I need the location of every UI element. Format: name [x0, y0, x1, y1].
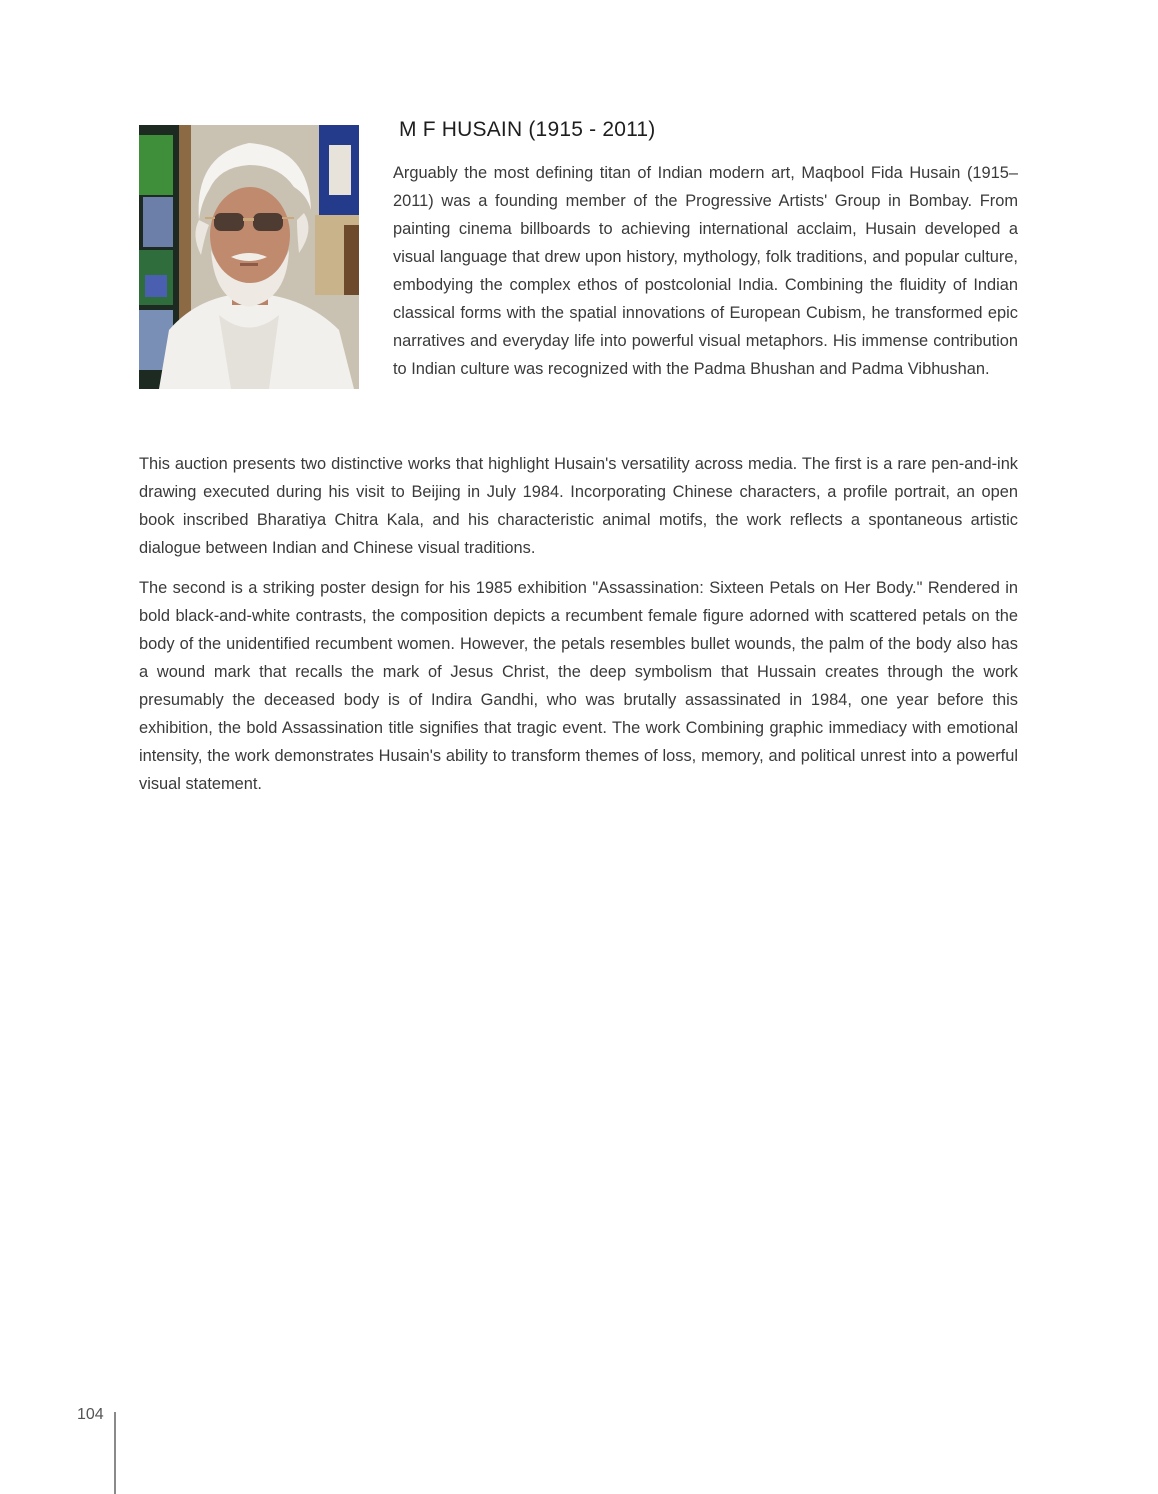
body-paragraph-first-work: This auction presents two distinctive works that highlight Husain's versatility across media. The first is a rare pen-and-ink drawing executed during his visit to Beijing in July 1984. Incorporating Chinese characters, a profile portrait, an open book inscribed Bharatiya Chitra Kala, and his characteristic animal motifs, the work reflects a spontaneous artistic dialogue between Indian and Chinese visual traditions. — [139, 455, 1018, 557]
page-title: M F HUSAIN (1915 - 2011) — [399, 118, 656, 141]
artist-biography: Arguably the most defining titan of Indian modern art, Maqbool Fida Husain (1915–2011) was a founding member of the Progressive Artists' Group in Bombay. From painting cinema billboards to achieving international acclaim, Husain developed a visual language that drew upon history, mythology, folk traditions, and popular culture, embodying the complex ethos of postcolonial India. Combining the fluidity of Indian classical forms with the spatial innovations of European Cubism, he transformed epic narratives and everyday life into powerful visual metaphors. His immense contribution to Indian culture was recognized with the Padma Bhushan and Padma Vibhushan. — [393, 164, 1018, 378]
page-number: 104 — [77, 1406, 104, 1423]
portrait-illustration — [139, 125, 359, 389]
artist-portrait-photo — [139, 125, 359, 389]
page-margin-rule — [114, 1412, 116, 1494]
body-paragraph-second-work: The second is a striking poster design for his 1985 exhibition "Assassination: Sixteen Petals on Her Body." Rendered in bold black-and-white contrasts, the composition depicts a recumbent female figure adorned with scattered petals on the body of the unidentified recumbent women. However, the petals resembles bullet wounds, the palm of the body also has a wound mark that recalls the mark of Jesus Christ, the deep symbolism that Hussain creates through the work presumably the deceased body is of Indira Gandhi, who was brutally assassinated in 1984, one year before this exhibition, the bold Assassination title signifies that tragic event. The work Combining graphic immediacy with emotional intensity, the work demonstrates Husain's ability to transform themes of loss, memory, and political unrest into a powerful visual statement. — [139, 579, 1018, 793]
